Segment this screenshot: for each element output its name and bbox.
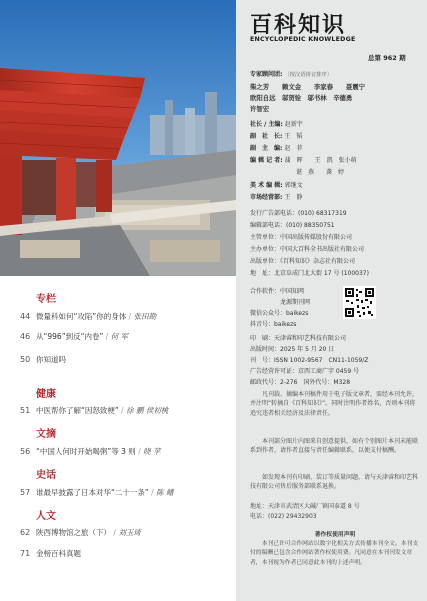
staff-role: 编 辑 记 者: bbox=[250, 157, 283, 164]
toc-page: 62 bbox=[20, 528, 31, 537]
staff-role: 副 社 长: bbox=[250, 133, 283, 140]
toc-entry[interactable]: 44 微量科如何“攻陷”你的身体 / 张田勘 bbox=[20, 312, 157, 321]
toc-author: 张田勘 bbox=[133, 312, 157, 321]
toc-page: 51 bbox=[20, 406, 31, 415]
staff-role: 美 术 编 辑: bbox=[250, 182, 283, 189]
contact-line: 编辑部电话：(010) 88350751 bbox=[250, 222, 335, 229]
toc-page: 56 bbox=[20, 447, 31, 456]
toc-entry[interactable]: 62 陕西博物馆之旅（下） / 刘玉琦 bbox=[20, 528, 141, 537]
toc-section-label: 人文 bbox=[36, 511, 56, 522]
staff-name: 郭继文 bbox=[284, 182, 303, 189]
staff-role: 副 主 编: bbox=[250, 145, 283, 152]
advisors-label: 专家顾问团: bbox=[250, 71, 283, 78]
pubinfo-line: 广告经营许可证：京西工商广字 0459 号 bbox=[250, 368, 360, 375]
advisors-row: 柴之芳 赖文金 李家春 聂震宁 bbox=[250, 83, 366, 91]
staff-name: 王 静 bbox=[284, 194, 303, 201]
toc-entry[interactable] bbox=[20, 548, 230, 559]
pubinfo-line: 邮政代号：2-276 国外代号：M328 bbox=[250, 379, 351, 386]
notice-title: 著作权使用声明 bbox=[314, 532, 356, 538]
statement-images: 本刊部分图片内图来自创意提供，如有个别图片本刊未能联系到作者，请作者直接与责任编辑联系，以便支付稿酬。 bbox=[250, 438, 419, 455]
copyright-notice bbox=[250, 531, 420, 568]
staff-name: 谌 燕 龚 婷 bbox=[296, 169, 345, 176]
contact-line: 发行广告部电话：(010) 68317319 bbox=[250, 210, 347, 217]
toc-title: 陕西博物馆之旅（下） bbox=[36, 528, 111, 537]
masthead-logo bbox=[250, 8, 420, 43]
statement-reprint: 凡刊载、摘编本刊稿件用于电子版文章者，需经本刊允许，并注明“转摘自《百科知识》”。同时注明作者姓名，否则本刊将追究违者相关经济及法律责任。 bbox=[250, 391, 419, 417]
china-pavilion-image bbox=[0, 0, 236, 276]
toc-title: 金榜百科真题 bbox=[36, 549, 81, 558]
advisors-row: 欧阳自远 邬贺铨 邬书林 辛德勇 bbox=[250, 94, 353, 102]
masthead-title: 百科知识 bbox=[250, 13, 347, 38]
toc-title: 微量科如何“攻陷”你的身体 bbox=[36, 312, 127, 321]
toc-entry[interactable] bbox=[20, 354, 230, 365]
toc-author: 陈 鳍 bbox=[156, 488, 174, 497]
toc-title: 中医帮你了解“因怒致梗” bbox=[36, 406, 119, 415]
issue-number: 总第 962 期 bbox=[368, 54, 406, 62]
notice-body: 本刊已许可合作网站以数字化相关方式传播本刊全文。本刊支付的稿酬已包含合作网站著作权使用费。凡同意在本刊刊发文章者，本刊视为作者已同意此本刊的上述声明。 bbox=[250, 541, 419, 566]
statement-phone: 电话：(022) 29432903 bbox=[250, 513, 317, 520]
toc-page: 50 bbox=[20, 355, 31, 364]
contact-line: 主办单位：中国大百科全书出版社有限公司 bbox=[250, 246, 365, 253]
qr-code-icon bbox=[343, 286, 376, 319]
advisors-heading bbox=[250, 69, 332, 78]
staff-role: 市场经营部: bbox=[250, 194, 283, 201]
advisors-row: 许智宏 bbox=[250, 105, 270, 113]
toc-entry[interactable]: 56 “中国人何时开始喝粥”等 3 则 / 晓 苹 bbox=[20, 447, 161, 456]
toc-page: 71 bbox=[20, 549, 31, 558]
toc-page: 44 bbox=[20, 312, 31, 321]
pubinfo-line: 出版时间：2025 年 5 月 20 日 bbox=[250, 346, 335, 353]
toc-page: 46 bbox=[20, 332, 31, 341]
toc-section-label: 史话 bbox=[36, 470, 56, 481]
toc-author: 徐 鹏 侯初桃 bbox=[126, 406, 169, 415]
toc-section-label: 专栏 bbox=[36, 294, 56, 305]
qr-code[interactable] bbox=[343, 286, 376, 319]
staff-name: 赵新宇 bbox=[284, 121, 303, 128]
toc-author: 晓 苹 bbox=[143, 447, 161, 456]
toc-page: 57 bbox=[20, 488, 31, 497]
toc-author: 刘玉琦 bbox=[118, 528, 141, 537]
staff-name: 蒲 晖 王 凯 张小萌 bbox=[284, 157, 357, 164]
online-line: 龙源期刊网 bbox=[250, 299, 311, 306]
toc-title: “中国人何时开始喝粥”等 3 则 bbox=[36, 447, 136, 456]
toc-title: 谁最早披露了日本对华“二十一条” bbox=[36, 488, 149, 497]
staff-role: 社长 / 主编: bbox=[250, 121, 283, 128]
statement-quality: 如发现本刊有印刷、装订等质量问题，请与天津睿和印艺科技有限公司售后服务部联系退换。 bbox=[250, 474, 419, 491]
pubinfo-line: 刊 号：ISSN 1002-9567 CN11-1059/Z bbox=[250, 357, 369, 364]
statement-address: 地址：天津市武清区大碱厂镇国泰道 8 号 bbox=[250, 503, 360, 510]
contact-line: 地 址：北京阜成门北大街 17 号 (100037) bbox=[250, 270, 369, 277]
toc-entry[interactable]: 57 谁最早披露了日本对华“二十一条” / 陈 鳍 bbox=[20, 488, 174, 497]
toc-entry[interactable]: 51 中医帮你了解“因怒致梗” / 徐 鹏 侯初桃 bbox=[20, 406, 169, 415]
advisors-note: 〔按汉语拼音排序〕 bbox=[284, 72, 333, 78]
masthead-subtitle: ENCYCLOPEDIC KNOWLEDGE bbox=[250, 36, 356, 43]
online-line: 抖音号：baikezs bbox=[250, 321, 297, 328]
toc-section-label: 健康 bbox=[36, 389, 56, 400]
contact-line: 主管单位：中国出版传媒股份有限公司 bbox=[250, 234, 353, 241]
staff-name: 王 韬 bbox=[284, 133, 303, 140]
toc-title: 你知道吗 bbox=[36, 355, 66, 364]
toc-author: 何 军 bbox=[110, 332, 129, 341]
online-line: 微信公众号：baikezs bbox=[250, 310, 309, 317]
toc-section-label: 文摘 bbox=[36, 429, 56, 440]
online-line: 合作软件：中国知网 bbox=[250, 288, 305, 295]
pubinfo-line: 印 刷：天津睿和印艺科技有限公司 bbox=[250, 335, 347, 342]
staff-name: 赵 菲 bbox=[284, 145, 303, 152]
toc-entry[interactable]: 46 从“996”到反“内卷” / 何 军 bbox=[20, 332, 129, 341]
toc-title: 从“996”到反“内卷” bbox=[36, 332, 104, 341]
cover-photo bbox=[0, 0, 236, 276]
contact-line: 出版单位：《百科知识》杂志社有限公司 bbox=[250, 258, 356, 265]
